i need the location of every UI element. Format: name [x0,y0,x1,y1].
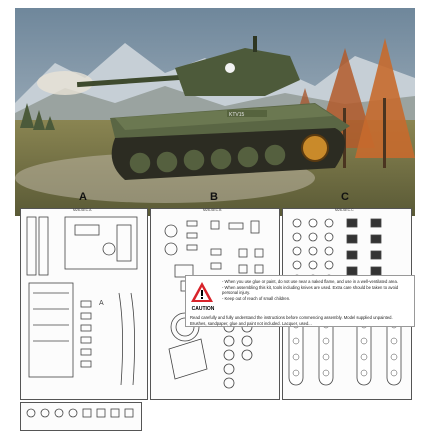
white-star-turret [225,63,235,73]
sprue-a-parts [21,209,147,399]
drive-sprocket [302,135,328,161]
warning-triangle-icon [190,280,214,306]
caution-box [185,275,415,327]
machine-gun [253,36,257,52]
caution-label: CAUTION [191,306,215,312]
sprue-b-code: M26-SEC.B [203,208,222,212]
sprue-a-code: M26-SEC.A [73,208,92,212]
sprue-letter-b: B [210,191,218,203]
sprue-letter-c: C [341,191,349,203]
svg-text:A: A [99,300,104,307]
caution-line: - When you use glue or paint, do not use near a naked flame, and use in a well-ventilated area. [222,279,398,284]
caution-line: - Keep out of reach of small children. [222,295,291,301]
caution-lines [222,279,410,301]
hull-marking: KTV15 [229,112,245,118]
caution-note: Read carefully and fully understand the instructions before commencing assembly. Model supplied unpainted. Brushes, sandpaper, glue and paint not included. Lacquer, used... [190,315,393,326]
sprue-letter-a: A [79,191,87,203]
caution-line: - When assembling this kit, tools including knives are used. Extra care should be taken to avoid personal injury. [222,284,399,296]
small-parts [21,403,141,430]
box-art-illustration [15,8,415,216]
sprue-a [20,208,148,400]
sprue-small-parts [20,402,142,431]
sprue-c-code: M26-SEC.C [335,208,354,212]
tank-scene [15,8,415,216]
